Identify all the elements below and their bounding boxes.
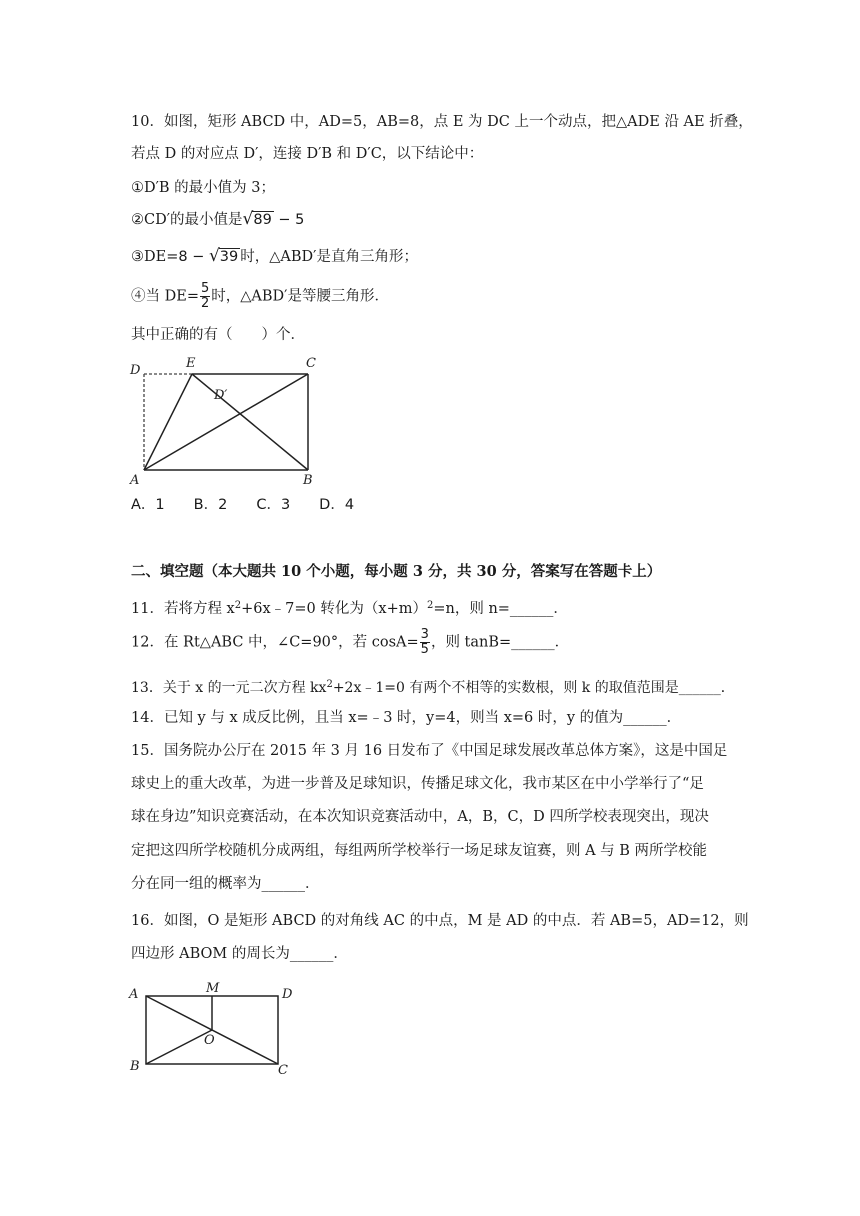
q16-line-2: 四边形 ABOM 的周长为______． — [131, 946, 348, 962]
q10-conclusion-2 — [131, 209, 304, 230]
q10-line1: 10．如图，矩形 ABCD 中，AD=5，AB=8，点 E 为 DC 上一个动点，把△ADE 沿 AE 折叠， — [131, 114, 753, 130]
q11 — [131, 596, 568, 619]
q10-c4-tail: 时，△ABD′是等腰三角形． — [211, 288, 389, 305]
label-D: D — [282, 987, 293, 1002]
q10-options: A．1 B．2 C．3 D．4 — [131, 497, 355, 513]
q15-line-2: 球史上的重大改革，为进一步普及足球知识，传播足球文化，我市某区在中小学举行了“足 — [131, 776, 704, 792]
q12 — [131, 628, 569, 657]
section-heading: 二、填空题（本大题共 10 个小题，每小题 3 分，共 30 分，答案写在答题卡上） — [131, 563, 662, 580]
sqrt-89: √89 — [242, 209, 272, 229]
label-B: B — [130, 1059, 140, 1074]
label-M: M — [206, 981, 220, 996]
q14: 14．已知 y 与 x 成反比例，且当 x=﹣3 时，y=4，则当 x=6 时，y 的值为______． — [131, 710, 682, 726]
label-B: B — [303, 473, 313, 487]
fraction-3-5 — [420, 628, 430, 657]
frac-numerator: 5 — [200, 281, 210, 296]
label-D: D — [130, 363, 141, 378]
label-C: C — [278, 1063, 288, 1078]
q15-line-1: 15．国务院办公厅在 2015 年 3 月 16 日发布了《中国足球发展改革总体方案》，这是中国足 — [131, 743, 728, 759]
q15-line-3: 球在身边”知识竞赛活动，在本次知识竞赛活动中，A，B，C，D 四所学校表现突出，现决 — [131, 809, 709, 825]
q10-conclusion-4 — [131, 282, 389, 311]
frac-denominator: 2 — [200, 296, 210, 311]
q11-text-b: +6x﹣7=0 转化为（x+m） — [241, 601, 427, 617]
label-A: A — [130, 473, 140, 487]
q10-conclusion-1: ①D′B 的最小值为 3； — [131, 180, 276, 196]
q13-text-b: +2x﹣1=0 有两个不相等的实数根，则 k 的取值范围是______． — [332, 680, 735, 696]
q16-rectangle-figure — [126, 978, 301, 1078]
q10-question: 其中正确的有（ ）个． — [131, 327, 305, 343]
frac-denominator: 5 — [420, 642, 429, 657]
q10-line2: 若点 D 的对应点 D′，连接 D′B 和 D′C，以下结论中： — [131, 146, 484, 162]
q11-text-a: 11．若将方程 x — [131, 601, 235, 617]
q16-line-1: 16．如图，O 是矩形 ABCD 的对角线 AC 的中点，M 是 AD 的中点．若 AB=5，AD=12，则 — [131, 913, 749, 929]
q10-c3-a: 8 − — [178, 249, 209, 265]
q10-c3-text: ③DE= — [131, 249, 179, 265]
q10-c4-text: ④当 DE= — [131, 288, 199, 305]
q10-c3-tail: 时，△ABD′是直角三角形； — [240, 249, 418, 265]
q10-c2-text: ②CD′的最小值是 — [131, 212, 243, 228]
label-A: A — [129, 987, 139, 1002]
label-O: O — [204, 1033, 215, 1048]
q10-conclusion-3 — [131, 246, 418, 267]
q13-text-a: 13．关于 x 的一元二次方程 kx — [131, 680, 327, 696]
q12-text-b: ，则 tanB=______． — [430, 634, 570, 651]
q10-rectangle-figure — [126, 352, 326, 487]
q11-sup2: 2 — [426, 600, 434, 611]
label-E: E — [186, 356, 196, 371]
q11-sup: 2 — [234, 600, 242, 611]
sqrt-39: √39 — [208, 246, 239, 266]
q15-line-5: 分在同一组的概率为______． — [131, 876, 320, 892]
q11-text-c: =n，则 n=______． — [433, 601, 568, 617]
fraction-5-2 — [200, 282, 210, 311]
q13 — [131, 675, 735, 698]
sqrt-89-value: 89 — [253, 212, 272, 228]
label-C: C — [306, 356, 316, 371]
sqrt-39-value: 39 — [219, 249, 239, 265]
q12-text-a: 12．在 Rt△ABC 中，∠C=90°，若 cosA= — [131, 634, 419, 651]
q10-c2-tail: − 5 — [273, 212, 305, 228]
q13-sup: 2 — [326, 679, 333, 690]
label-D-prime: D′ — [214, 388, 228, 403]
segment-bo — [146, 1030, 212, 1064]
frac-numerator: 3 — [420, 627, 429, 642]
q15-line-4: 定把这四所学校随机分成两组，每组两所学校举行一场足球友谊赛，则 A 与 B 两所学校能 — [131, 843, 708, 859]
segment-ed-b — [192, 374, 308, 470]
